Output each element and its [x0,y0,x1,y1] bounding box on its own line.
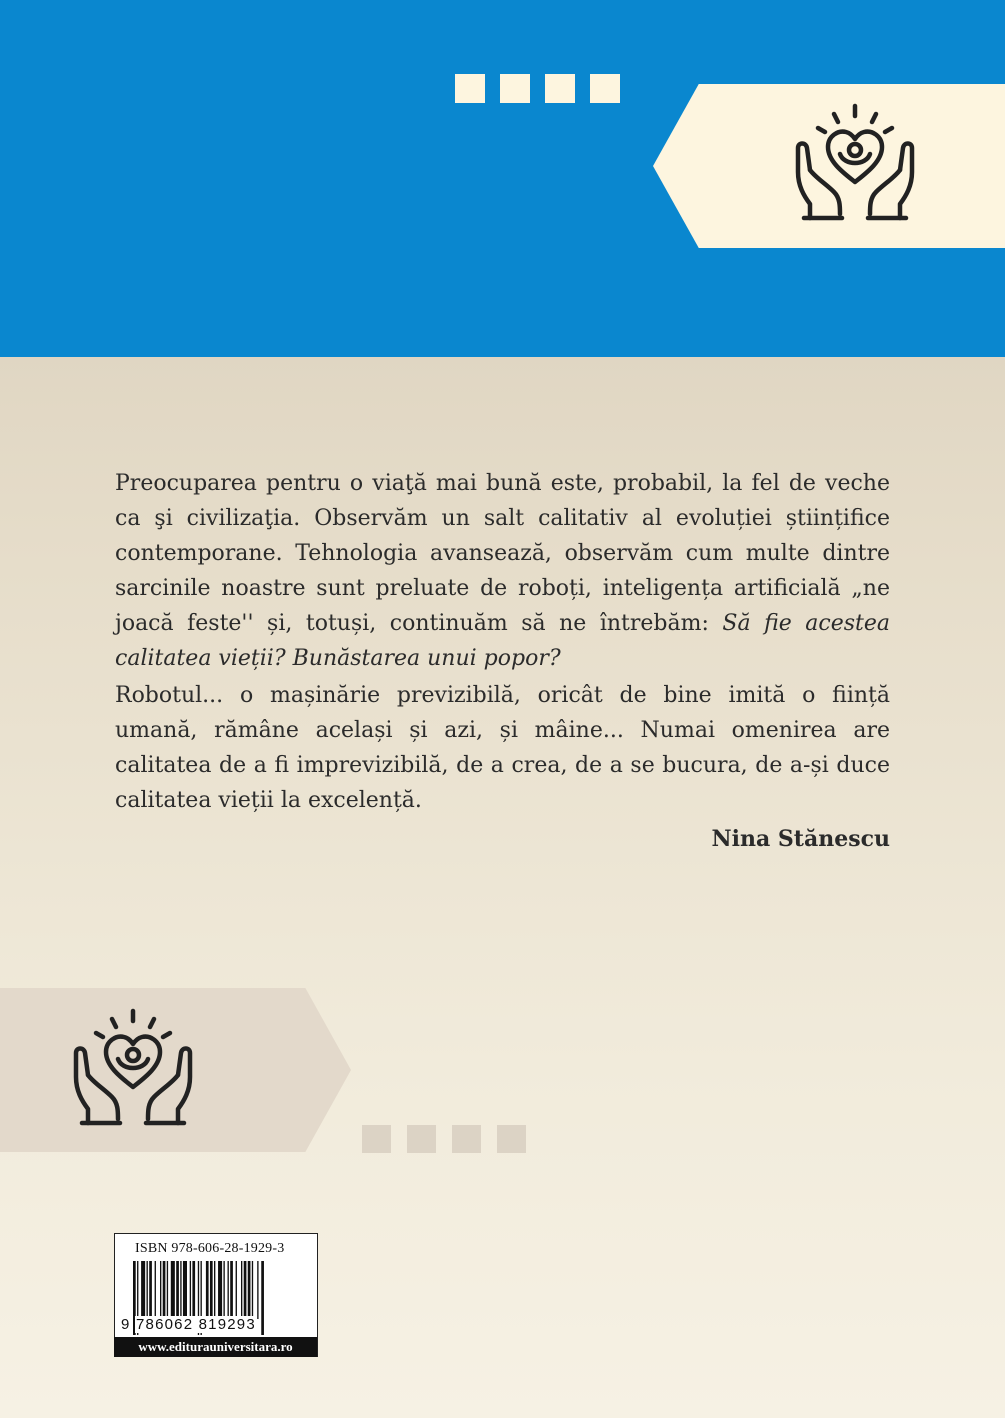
square [452,1125,481,1153]
square [497,1125,526,1153]
barcode-bar [171,1261,175,1319]
paragraph-1 [115,466,890,676]
barcode-bar [241,1261,242,1319]
decorative-squares-top [455,74,620,103]
barcode-bar [230,1261,233,1319]
hands-heart-icon [68,1005,198,1135]
square [500,74,530,103]
barcode-bar [160,1261,161,1319]
square [407,1125,436,1153]
square [545,74,575,103]
barcode-bar [223,1261,224,1319]
barcode-first-digit: 9 [121,1316,131,1333]
barcode-bar [261,1261,264,1335]
barcode-bar [228,1261,229,1319]
barcode-bar [257,1261,258,1319]
barcode-bar [155,1261,156,1319]
barcode-rest-digits: 786062 819293 [136,1316,256,1333]
paragraph-2: Robotul... o mașinărie previzibilă, oricât de bine imită o ființă umană, rămâne același și azi, și mâine... Numai omenirea are calitatea de a fi imprevizibilă, de a crea, de a se bucura, de a-și duce calitatea vieții la excelență. [115,683,890,813]
barcode-bar [167,1261,168,1319]
square [590,74,620,103]
barcode-bar [252,1261,253,1319]
square [455,74,485,103]
barcode-bar [218,1261,222,1319]
barcode-bar [206,1261,209,1319]
paragraph-1-text: Preocuparea pentru o viaţă mai bună este, probabil, la fel de veche ca şi civilizaţia. Observăm un salt calitativ al evoluției științifice contemporane. Tehnologia avansează, observăm cum multe dintre sarcinile noastre sunt preluate de roboți, inteligența artificială „ne joacă feste'' și, totuși, continuăm să ne întrebăm: [115,471,890,636]
barcode-bar [176,1261,179,1319]
barcode-bar [244,1261,247,1319]
barcode-bar [192,1261,195,1319]
barcode-bar [236,1261,237,1319]
barcode-bar [248,1261,251,1319]
barcode-bar [147,1261,148,1319]
barcode-bar [190,1261,191,1319]
barcode-bar [210,1261,213,1319]
author-name: Nina Stănescu [711,826,890,852]
barcode-bar [149,1261,152,1319]
barcode-bar [214,1261,215,1319]
hands-heart-icon [790,100,920,230]
publisher-website[interactable]: www.editurauniversitara.ro [114,1337,317,1357]
barcode-bar [180,1261,181,1319]
barcode-bar [183,1261,187,1319]
isbn-label: ISBN 978-606-28-1929-3 [135,1241,285,1256]
description-text [115,466,890,857]
isbn-barcode-box [114,1233,318,1357]
barcode-bar [163,1261,166,1319]
square [362,1125,391,1153]
paragraph-1-italic: Să fie acestea calitatea vieții? Bunăstarea unui popor? [115,611,890,671]
barcode-bar [141,1261,145,1319]
decorative-squares-bottom [362,1125,526,1153]
